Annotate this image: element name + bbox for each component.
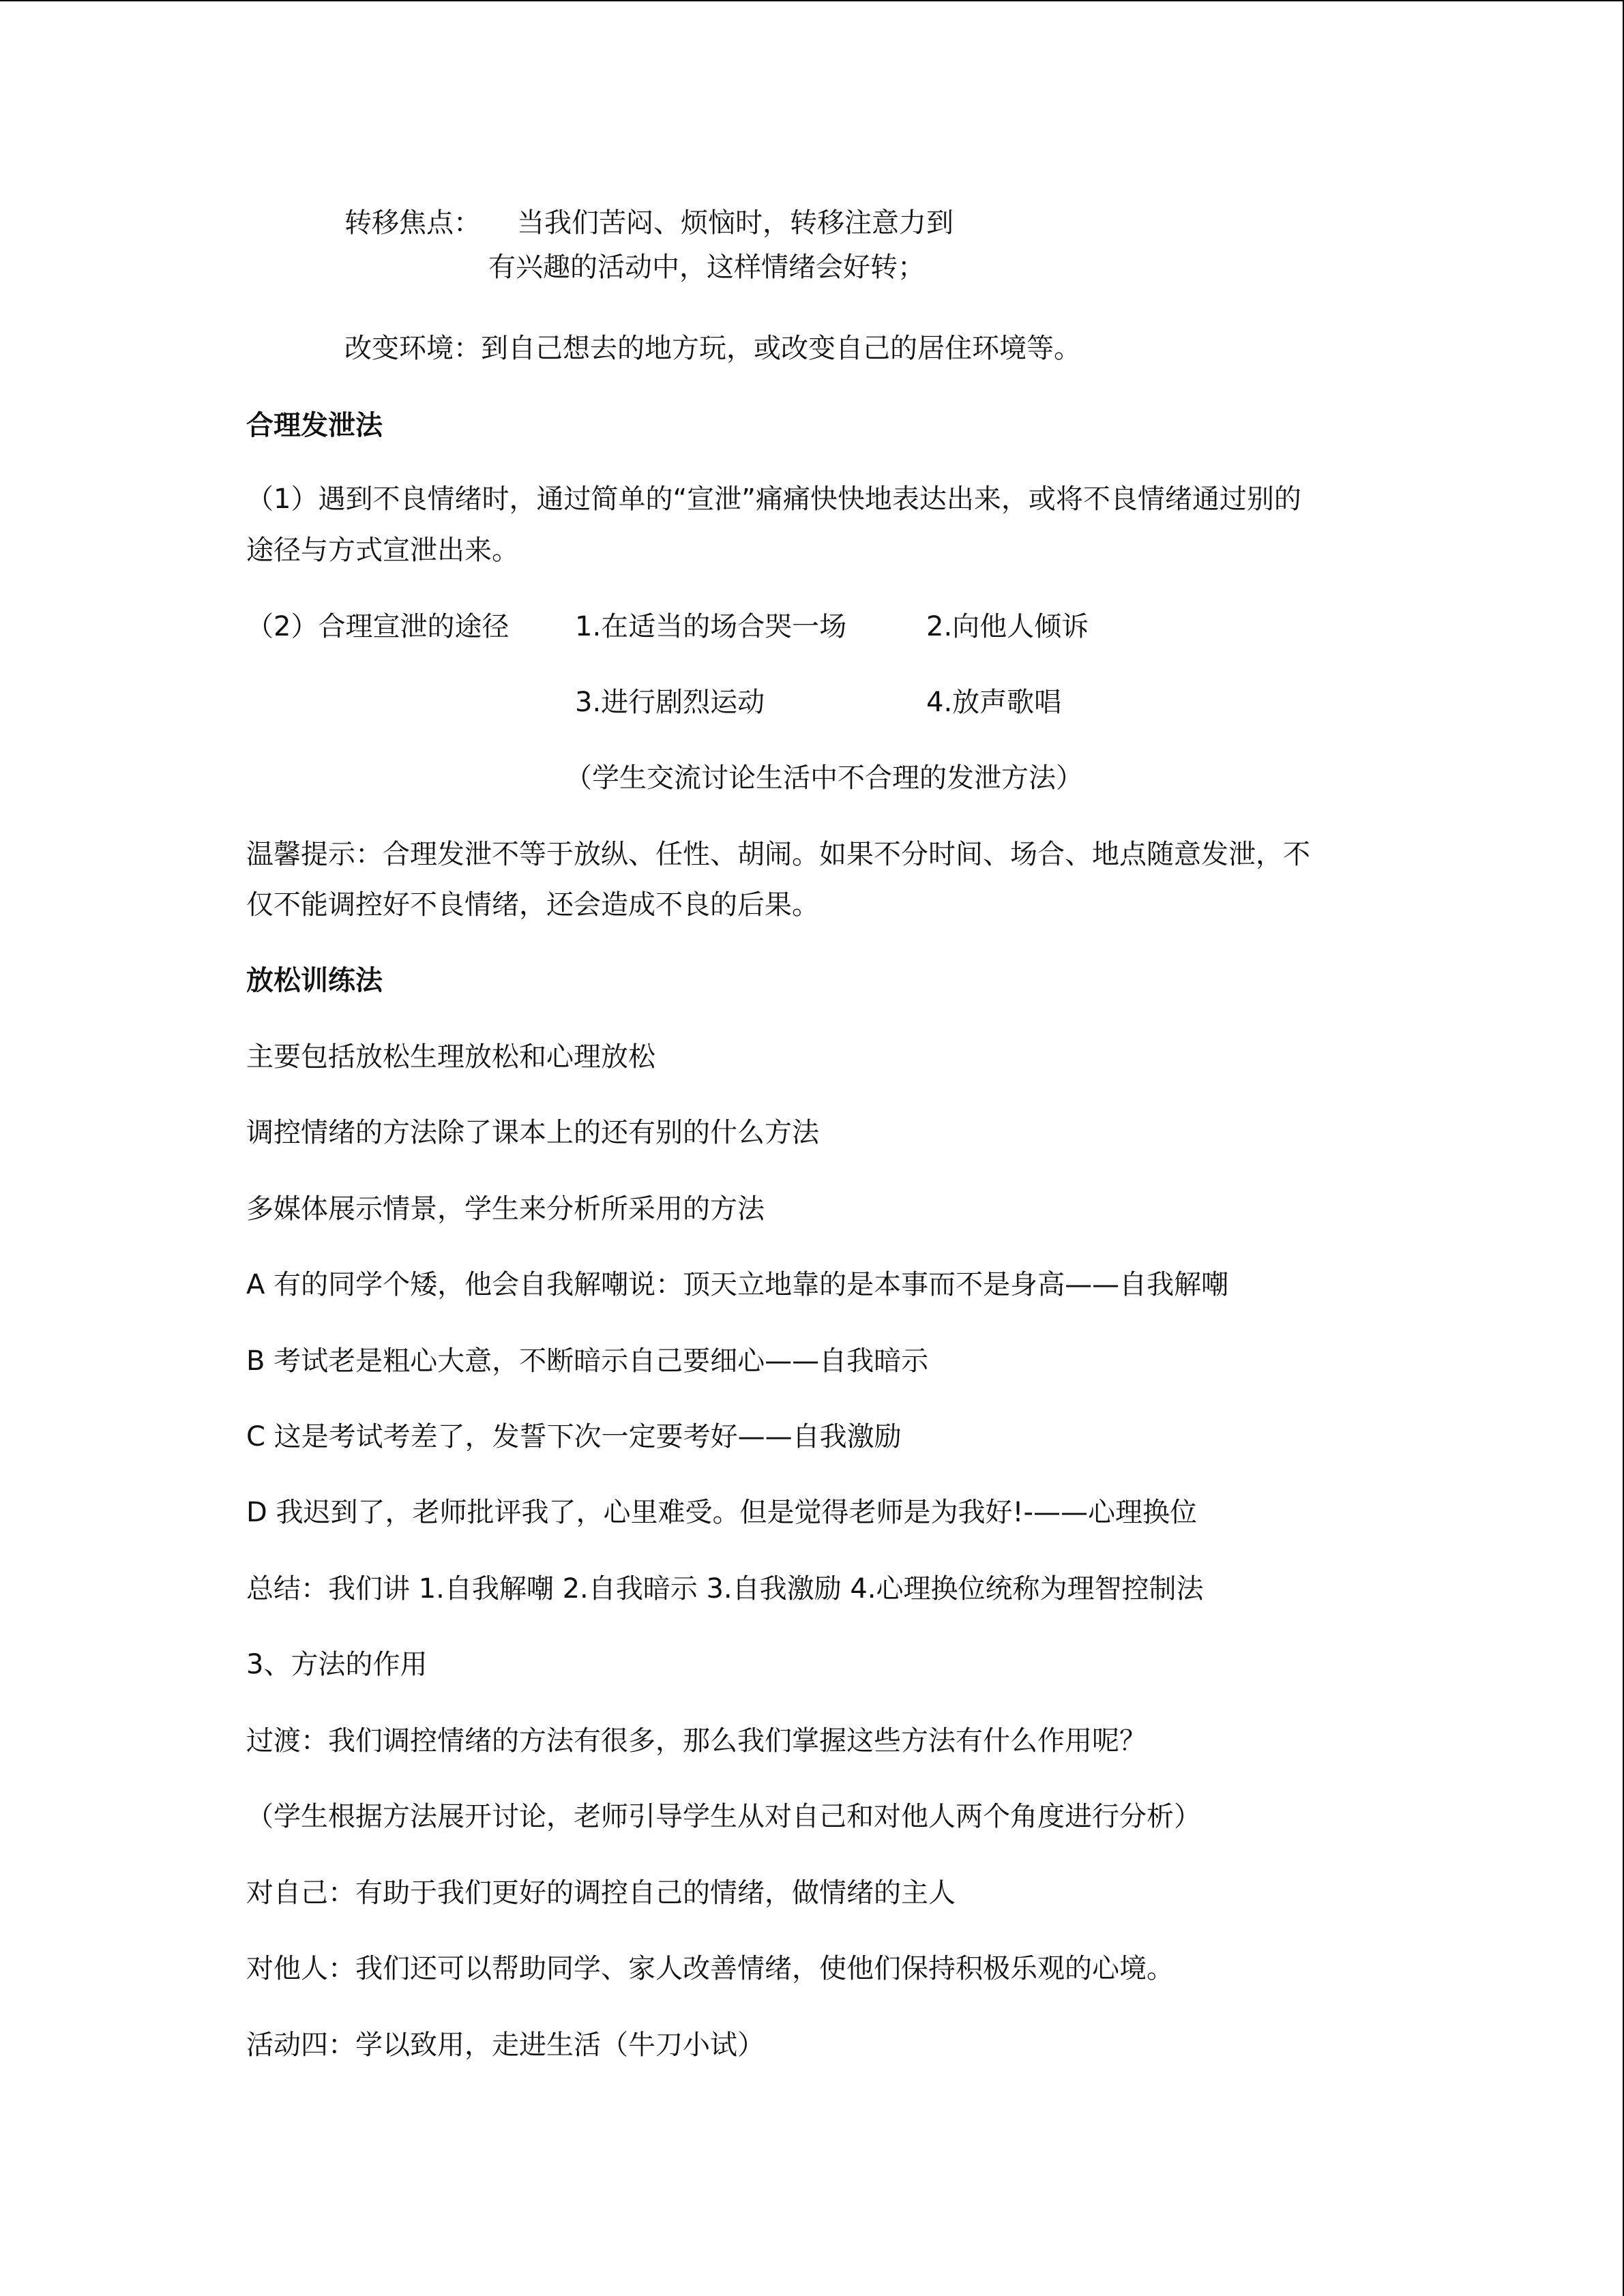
venting-way-4: 4.放声歌唱: [926, 687, 1062, 718]
relax-line3: 多媒体展示情景，学生来分析所采用的方法: [246, 1193, 765, 1225]
example-c: C 这是考试考差了，发誓下次一定要考好——自我激励: [246, 1421, 902, 1452]
others-effect-line: 对他人：我们还可以帮助同学、家人改善情绪，使他们保持积极乐观的心境。: [246, 1953, 1174, 1984]
transfer-text-line1: 当我们苦闷、烦恼时，转移注意力到: [517, 207, 954, 239]
venting-p2-label: （2）合理宣泄的途径: [246, 611, 510, 642]
venting-p1-line1: （1）遇到不良情绪时，通过简单的“宣泄”痛痛快快地表达出来，或将不良情绪通过别的: [246, 483, 1301, 515]
venting-heading: 合理发泄法: [246, 410, 383, 441]
venting-way-3: 3.进行剧烈运动: [575, 687, 765, 718]
self-effect-line: 对自己：有助于我们更好的调控自己的情绪，做情绪的主人: [246, 1877, 956, 1909]
venting-p1-line2: 途径与方式宣泄出来。: [246, 535, 519, 566]
relax-line2: 调控情绪的方法除了课本上的还有别的什么方法: [246, 1117, 819, 1148]
environment-text: 改变环境：到自己想去的地方玩，或改变自己的居住环境等。: [344, 333, 1081, 364]
example-d: D 我迟到了，老师批评我了，心里难受。但是觉得老师是为我好!-——心理换位: [246, 1497, 1197, 1528]
example-a: A 有的同学个矮，他会自我解嘲说：顶天立地靠的是本事而不是身高——自我解嘲: [246, 1269, 1229, 1300]
example-b: B 考试老是粗心大意，不断暗示自己要细心——自我暗示: [246, 1345, 929, 1377]
relax-heading: 放松训练法: [246, 965, 383, 996]
venting-way-1: 1.在适当的场合哭一场: [575, 611, 847, 642]
summary-line: 总结：我们讲 1.自我解嘲 2.自我暗示 3.自我激励 4.心理换位统称为理智控制法: [246, 1573, 1204, 1605]
relax-line1: 主要包括放松生理放松和心理放松: [246, 1041, 655, 1073]
tip-line2: 仅不能调控好不良情绪，还会造成不良的后果。: [246, 889, 819, 921]
transfer-label: 转移焦点：: [344, 207, 481, 239]
transition-line: 过渡：我们调控情绪的方法有很多，那么我们掌握这些方法有什么作用呢？: [246, 1725, 1147, 1757]
venting-way-2: 2.向他人倾诉: [926, 611, 1089, 642]
transfer-text-line2: 有兴趣的活动中，这样情绪会好转；: [488, 252, 925, 283]
activity4-line: 活动四：学以致用，走进生活（牛刀小试）: [246, 2029, 765, 2061]
section3-discussion: （学生根据方法展开讨论，老师引导学生从对自己和对他人两个角度进行分析）: [246, 1801, 1201, 1832]
section3-heading: 3、方法的作用: [246, 1649, 428, 1680]
tip-line1: 温馨提示：合理发泄不等于放纵、任性、胡闹。如果不分时间、场合、地点随意发泄，不: [246, 839, 1310, 870]
venting-discussion: （学生交流讨论生活中不合理的发泄方法）: [565, 762, 1083, 794]
